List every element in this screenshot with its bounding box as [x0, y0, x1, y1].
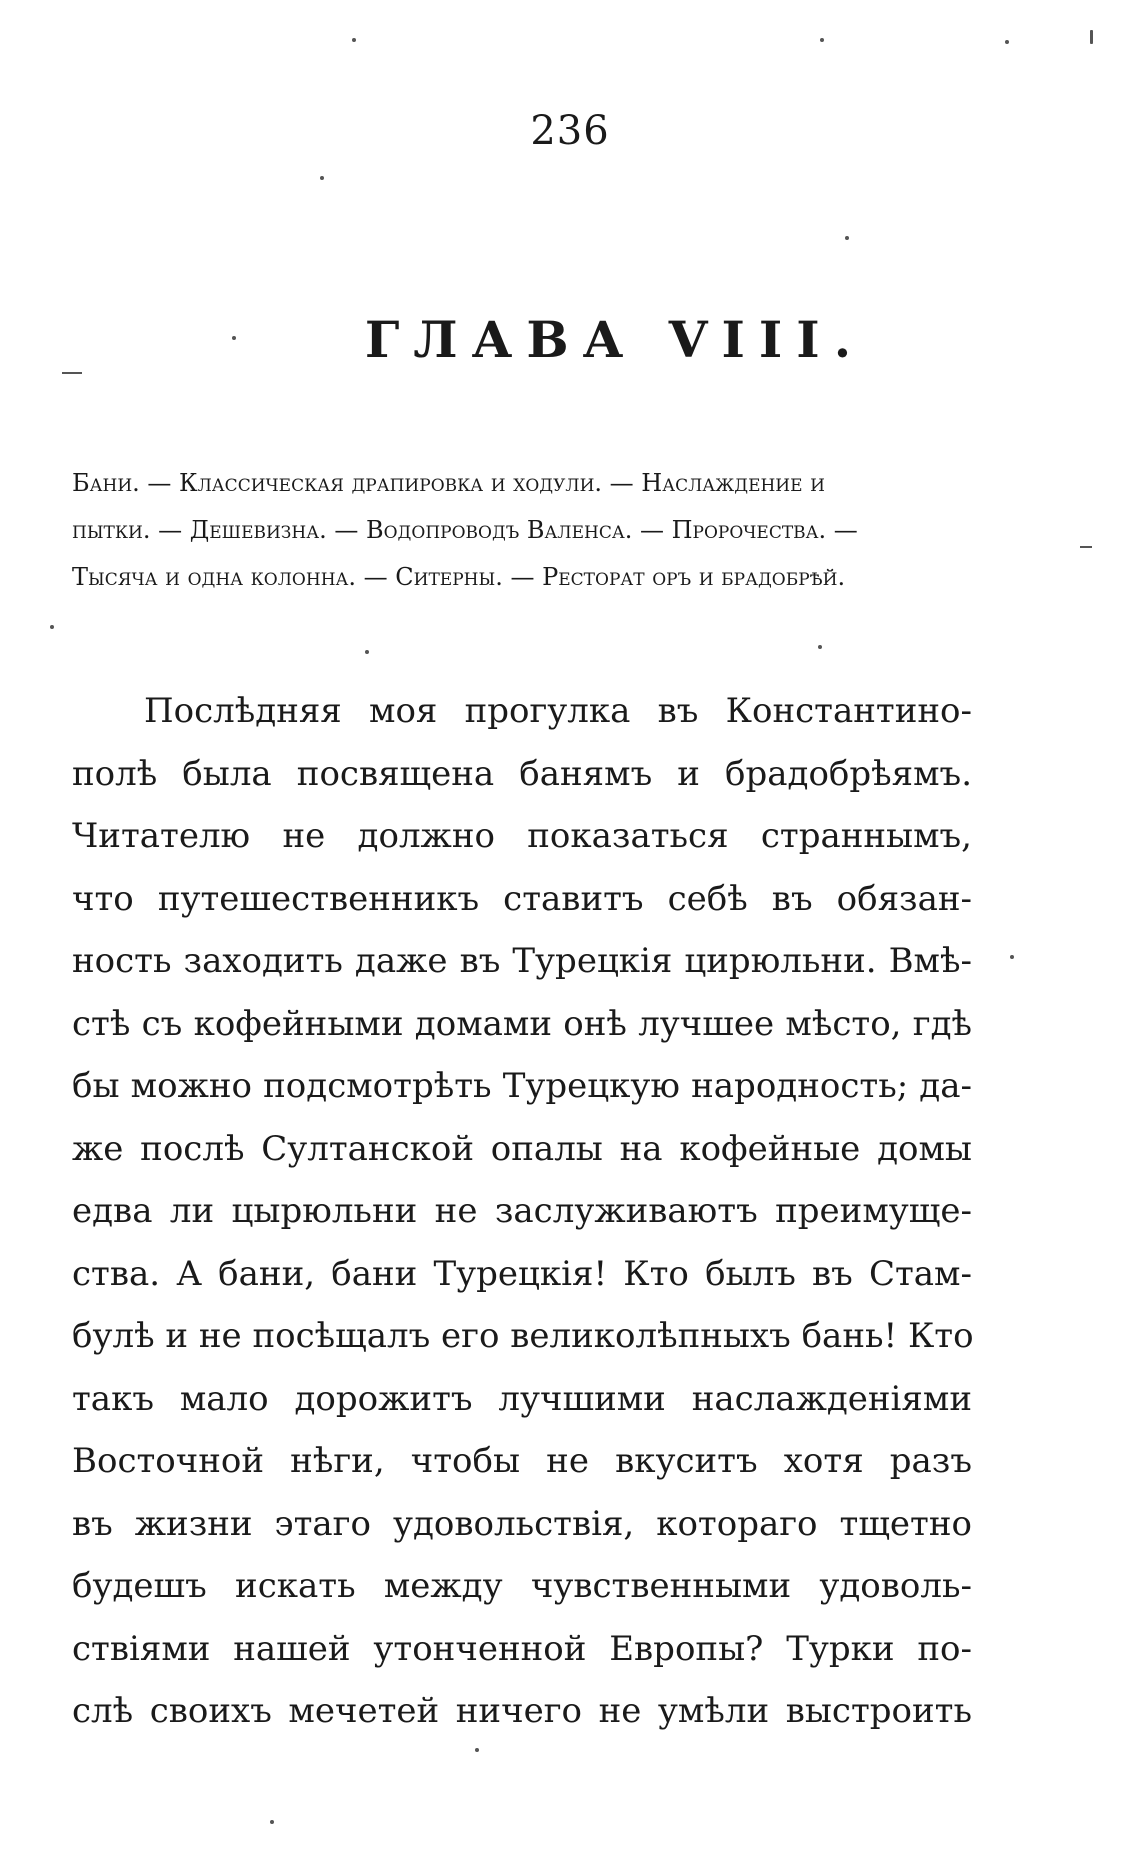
- text-line: что путешественникъ ставитъ себѣ въ обязан-: [72, 878, 972, 919]
- scan-mark: [62, 372, 82, 374]
- scan-speck: [820, 38, 824, 42]
- scan-speck: [352, 38, 356, 42]
- scan-speck: [818, 645, 822, 649]
- scan-speck: [475, 1748, 479, 1752]
- scan-speck: [270, 1820, 274, 1824]
- summary-line: пытки. — Дешевизна. — Водопроводъ Валенса. — Пророчества. —: [72, 516, 858, 544]
- text-line: стѣ съ кофейными домами онѣ лучшее мѣсто, гдѣ: [72, 1003, 972, 1044]
- scan-speck: [50, 625, 54, 629]
- text-line: Восточной нѣги, чтобы не вкуситъ хотя разъ: [72, 1441, 972, 1481]
- text-line: Послѣдняя моя прогулка въ Константино-: [144, 691, 972, 731]
- summary-line: Тысяча и одна колонна. — Ситерны. — Ресторат оръ и брадобрѣй.: [72, 563, 846, 591]
- text-line: ность заходить даже въ Турецкія цирюльни. Вмѣ-: [72, 941, 972, 981]
- body-paragraph: [72, 680, 972, 1743]
- text-line: ствіями нашей утонченной Европы? Турки по-: [72, 1628, 972, 1669]
- text-line: ства. А бани, бани Турецкія! Кто былъ въ Стам-: [72, 1253, 972, 1294]
- scan-speck: [365, 650, 369, 654]
- text-line: будешъ искать между чувственными удоволь-: [72, 1566, 972, 1606]
- text-line: булѣ и не посѣщалъ его великолѣпныхъ бань! Кто: [72, 1316, 974, 1356]
- page-number: 236: [530, 108, 610, 154]
- text-line: Читателю не должно показаться страннымъ,: [72, 816, 972, 856]
- scan-speck: [1005, 40, 1009, 44]
- text-line: едва ли цырюльни не заслуживаютъ преимуще-: [72, 1191, 972, 1231]
- chapter-title: ГЛАВА VIII.: [364, 310, 866, 369]
- chapter-summary: [72, 460, 972, 601]
- text-line: бы можно подсмотрѣть Турецкую народность; да-: [72, 1066, 972, 1106]
- text-line: полѣ была посвящена банямъ и брадобрѣямъ.: [72, 753, 972, 794]
- scan-speck: [845, 236, 849, 240]
- scan-speck: [1090, 30, 1093, 44]
- text-line: въ жизни этаго удовольствія, котораго тщетно: [72, 1503, 972, 1544]
- scan-speck: [1010, 955, 1014, 959]
- summary-line: Бани. — Классическая драпировка и ходули. — Наслаждение и: [72, 469, 825, 497]
- text-line: такъ мало дорожитъ лучшими наслажденіями: [72, 1378, 972, 1419]
- scan-speck: [320, 176, 324, 180]
- text-line: же послѣ Султанской опалы на кофейные домы: [72, 1128, 972, 1169]
- text-line: слѣ своихъ мечетей ничего не умѣли выстроить: [72, 1691, 972, 1731]
- scan-speck: [232, 336, 236, 340]
- scan-mark: [1080, 546, 1092, 548]
